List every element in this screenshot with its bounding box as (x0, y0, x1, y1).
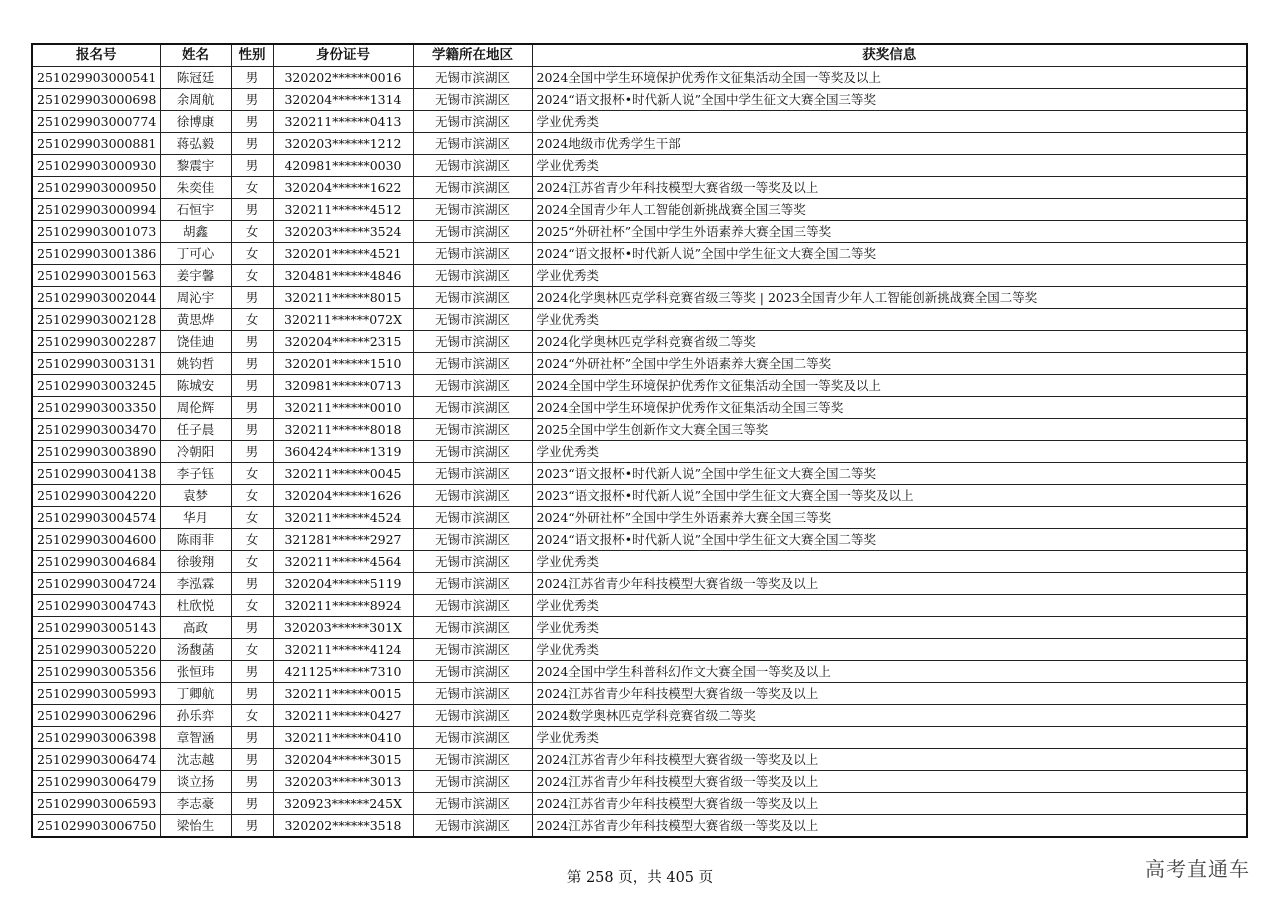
cell-id-card: 320211******0010 (273, 397, 413, 419)
table-row (32, 177, 1247, 199)
cell-region: 无锡市滨湖区 (413, 529, 532, 551)
cell-registration-no: 251029903006296 (32, 705, 160, 727)
cell-gender: 男 (231, 353, 273, 375)
cell-award-info: 2025全国中学生创新作文大赛全国三等奖 (532, 419, 1247, 441)
award-list-table (31, 43, 1248, 838)
cell-id-card: 320204******2315 (273, 331, 413, 353)
cell-name: 谈立扬 (160, 771, 231, 793)
cell-registration-no: 251029903005356 (32, 661, 160, 683)
cell-gender: 女 (231, 507, 273, 529)
table-row (32, 815, 1247, 838)
cell-region: 无锡市滨湖区 (413, 419, 532, 441)
cell-award-info: 2024化学奥林匹克学科竞赛省级三等奖 | 2023全国青少年人工智能创新挑战赛全国二等奖 (532, 287, 1247, 309)
cell-region: 无锡市滨湖区 (413, 177, 532, 199)
table-row (32, 199, 1247, 221)
cell-name: 徐博康 (160, 111, 231, 133)
cell-gender: 男 (231, 155, 273, 177)
cell-id-card: 320204******3015 (273, 749, 413, 771)
cell-gender: 男 (231, 89, 273, 111)
cell-award-info: 2024江苏省青少年科技模型大赛省级一等奖及以上 (532, 793, 1247, 815)
cell-id-card: 321281******2927 (273, 529, 413, 551)
cell-region: 无锡市滨湖区 (413, 485, 532, 507)
cell-award-info: 学业优秀类 (532, 595, 1247, 617)
cell-id-card: 320211******8924 (273, 595, 413, 617)
cell-name: 胡鑫 (160, 221, 231, 243)
cell-registration-no: 251029903003131 (32, 353, 160, 375)
cell-award-info: 学业优秀类 (532, 155, 1247, 177)
cell-name: 杜欣悦 (160, 595, 231, 617)
cell-id-card: 421125******7310 (273, 661, 413, 683)
cell-gender: 男 (231, 67, 273, 89)
cell-id-card: 320203******3013 (273, 771, 413, 793)
cell-name: 高政 (160, 617, 231, 639)
cell-name: 陈雨菲 (160, 529, 231, 551)
cell-name: 李泓霖 (160, 573, 231, 595)
cell-registration-no: 251029903004724 (32, 573, 160, 595)
cell-id-card: 320481******4846 (273, 265, 413, 287)
cell-award-info: 2024数学奥林匹克学科竞赛省级二等奖 (532, 705, 1247, 727)
cell-region: 无锡市滨湖区 (413, 705, 532, 727)
cell-registration-no: 251029903001563 (32, 265, 160, 287)
cell-award-info: 2024“外研社杯”全国中学生外语素养大赛全国二等奖 (532, 353, 1247, 375)
cell-award-info: 学业优秀类 (532, 617, 1247, 639)
cell-gender: 男 (231, 331, 273, 353)
cell-registration-no: 251029903000881 (32, 133, 160, 155)
cell-id-card: 320211******0015 (273, 683, 413, 705)
cell-region: 无锡市滨湖区 (413, 793, 532, 815)
table-row (32, 485, 1247, 507)
cell-registration-no: 251029903004138 (32, 463, 160, 485)
cell-id-card: 320202******3518 (273, 815, 413, 838)
cell-award-info: 2024江苏省青少年科技模型大赛省级一等奖及以上 (532, 573, 1247, 595)
cell-registration-no: 251029903006474 (32, 749, 160, 771)
cell-gender: 男 (231, 199, 273, 221)
cell-region: 无锡市滨湖区 (413, 727, 532, 749)
table-row (32, 221, 1247, 243)
cell-gender: 男 (231, 683, 273, 705)
cell-region: 无锡市滨湖区 (413, 639, 532, 661)
cell-award-info: 2024“语文报杯•时代新人说”全国中学生征文大赛全国二等奖 (532, 243, 1247, 265)
table-row (32, 265, 1247, 287)
cell-gender: 男 (231, 727, 273, 749)
header-id-card: 身份证号 (273, 44, 413, 67)
table-row (32, 639, 1247, 661)
cell-name: 姚钧哲 (160, 353, 231, 375)
cell-name: 徐骏翔 (160, 551, 231, 573)
cell-registration-no: 251029903003350 (32, 397, 160, 419)
cell-gender: 女 (231, 265, 273, 287)
cell-region: 无锡市滨湖区 (413, 661, 532, 683)
cell-region: 无锡市滨湖区 (413, 309, 532, 331)
cell-region: 无锡市滨湖区 (413, 683, 532, 705)
cell-region: 无锡市滨湖区 (413, 265, 532, 287)
cell-registration-no: 251029903003470 (32, 419, 160, 441)
cell-region: 无锡市滨湖区 (413, 595, 532, 617)
cell-name: 孙乐弈 (160, 705, 231, 727)
cell-id-card: 320202******0016 (273, 67, 413, 89)
cell-name: 李志豪 (160, 793, 231, 815)
cell-name: 汤馥菡 (160, 639, 231, 661)
cell-registration-no: 251029903004600 (32, 529, 160, 551)
cell-award-info: 学业优秀类 (532, 265, 1247, 287)
table-row (32, 287, 1247, 309)
cell-id-card: 320201******4521 (273, 243, 413, 265)
cell-award-info: 2024全国中学生科普科幻作文大赛全国一等奖及以上 (532, 661, 1247, 683)
cell-registration-no: 251029903000774 (32, 111, 160, 133)
table-row (32, 67, 1247, 89)
cell-region: 无锡市滨湖区 (413, 573, 532, 595)
cell-name: 石恒宇 (160, 199, 231, 221)
cell-id-card: 320204******5119 (273, 573, 413, 595)
cell-id-card: 320203******1212 (273, 133, 413, 155)
cell-award-info: 学业优秀类 (532, 441, 1247, 463)
cell-name: 朱奕佳 (160, 177, 231, 199)
cell-region: 无锡市滨湖区 (413, 331, 532, 353)
cell-gender: 女 (231, 551, 273, 573)
cell-registration-no: 251029903000930 (32, 155, 160, 177)
table-row (32, 617, 1247, 639)
cell-gender: 男 (231, 133, 273, 155)
table-row (32, 573, 1247, 595)
table-row (32, 507, 1247, 529)
cell-gender: 女 (231, 705, 273, 727)
cell-registration-no: 251029903000950 (32, 177, 160, 199)
table-row (32, 771, 1247, 793)
cell-registration-no: 251029903004220 (32, 485, 160, 507)
cell-id-card: 320203******3524 (273, 221, 413, 243)
cell-registration-no: 251029903000698 (32, 89, 160, 111)
cell-id-card: 320211******4124 (273, 639, 413, 661)
cell-region: 无锡市滨湖区 (413, 463, 532, 485)
cell-gender: 女 (231, 639, 273, 661)
cell-registration-no: 251029903003890 (32, 441, 160, 463)
table-row (32, 683, 1247, 705)
cell-id-card: 420981******0030 (273, 155, 413, 177)
cell-name: 余周航 (160, 89, 231, 111)
table-row (32, 155, 1247, 177)
cell-award-info: 2024“语文报杯•时代新人说”全国中学生征文大赛全国三等奖 (532, 89, 1247, 111)
cell-award-info: 2024江苏省青少年科技模型大赛省级一等奖及以上 (532, 177, 1247, 199)
cell-name: 蒋弘毅 (160, 133, 231, 155)
cell-award-info: 2024全国青少年人工智能创新挑战赛全国三等奖 (532, 199, 1247, 221)
cell-award-info: 2024全国中学生环境保护优秀作文征集活动全国一等奖及以上 (532, 67, 1247, 89)
cell-id-card: 320211******8018 (273, 419, 413, 441)
cell-name: 陈冠廷 (160, 67, 231, 89)
table-row (32, 705, 1247, 727)
cell-registration-no: 251029903005993 (32, 683, 160, 705)
table-row (32, 353, 1247, 375)
cell-gender: 男 (231, 375, 273, 397)
table-row (32, 793, 1247, 815)
cell-region: 无锡市滨湖区 (413, 199, 532, 221)
table-row (32, 133, 1247, 155)
table-row (32, 89, 1247, 111)
cell-region: 无锡市滨湖区 (413, 749, 532, 771)
table-row (32, 749, 1247, 771)
cell-registration-no: 251029903003245 (32, 375, 160, 397)
cell-id-card: 320203******301X (273, 617, 413, 639)
cell-name: 章智涵 (160, 727, 231, 749)
cell-name: 黎震宇 (160, 155, 231, 177)
cell-award-info: 2025“外研社杯”全国中学生外语素养大赛全国三等奖 (532, 221, 1247, 243)
cell-gender: 男 (231, 815, 273, 838)
header-registration-no: 报名号 (32, 44, 160, 67)
cell-id-card: 320211******0410 (273, 727, 413, 749)
cell-name: 丁可心 (160, 243, 231, 265)
cell-name: 周沁宇 (160, 287, 231, 309)
cell-registration-no: 251029903006593 (32, 793, 160, 815)
cell-registration-no: 251029903001073 (32, 221, 160, 243)
cell-region: 无锡市滨湖区 (413, 507, 532, 529)
cell-award-info: 2023“语文报杯•时代新人说”全国中学生征文大赛全国一等奖及以上 (532, 485, 1247, 507)
cell-gender: 女 (231, 221, 273, 243)
cell-id-card: 320201******1510 (273, 353, 413, 375)
header-region: 学籍所在地区 (413, 44, 532, 67)
cell-id-card: 320923******245X (273, 793, 413, 815)
cell-name: 梁怡生 (160, 815, 231, 838)
cell-gender: 男 (231, 617, 273, 639)
cell-gender: 男 (231, 573, 273, 595)
table-row (32, 243, 1247, 265)
page-number: 第 258 页，共 405 页 (566, 870, 714, 886)
cell-name: 任子晨 (160, 419, 231, 441)
cell-gender: 女 (231, 485, 273, 507)
cell-region: 无锡市滨湖区 (413, 771, 532, 793)
cell-award-info: 2024全国中学生环境保护优秀作文征集活动全国一等奖及以上 (532, 375, 1247, 397)
table-row (32, 309, 1247, 331)
cell-registration-no: 251029903004684 (32, 551, 160, 573)
cell-award-info: 学业优秀类 (532, 111, 1247, 133)
cell-gender: 男 (231, 397, 273, 419)
table-row (32, 419, 1247, 441)
cell-id-card: 320211******4564 (273, 551, 413, 573)
cell-registration-no: 251029903004743 (32, 595, 160, 617)
cell-region: 无锡市滨湖区 (413, 133, 532, 155)
cell-award-info: 学业优秀类 (532, 551, 1247, 573)
cell-region: 无锡市滨湖区 (413, 67, 532, 89)
table-row (32, 441, 1247, 463)
cell-award-info: 2024化学奥林匹克学科竞赛省级二等奖 (532, 331, 1247, 353)
table-row (32, 331, 1247, 353)
cell-region: 无锡市滨湖区 (413, 441, 532, 463)
cell-award-info: 学业优秀类 (532, 639, 1247, 661)
cell-award-info: 学业优秀类 (532, 727, 1247, 749)
cell-gender: 男 (231, 661, 273, 683)
cell-name: 饶佳迪 (160, 331, 231, 353)
header-gender: 性别 (231, 44, 273, 67)
cell-name: 姜宇馨 (160, 265, 231, 287)
cell-award-info: 2024地级市优秀学生干部 (532, 133, 1247, 155)
cell-award-info: 2024全国中学生环境保护优秀作文征集活动全国三等奖 (532, 397, 1247, 419)
cell-registration-no: 251029903006750 (32, 815, 160, 838)
cell-region: 无锡市滨湖区 (413, 551, 532, 573)
cell-region: 无锡市滨湖区 (413, 397, 532, 419)
table-row (32, 551, 1247, 573)
cell-registration-no: 251029903002287 (32, 331, 160, 353)
cell-id-card: 320211******0045 (273, 463, 413, 485)
watermark: 高考直通车 (1145, 857, 1250, 881)
cell-region: 无锡市滨湖区 (413, 375, 532, 397)
cell-region: 无锡市滨湖区 (413, 243, 532, 265)
cell-region: 无锡市滨湖区 (413, 221, 532, 243)
cell-registration-no: 251029903005220 (32, 639, 160, 661)
cell-gender: 男 (231, 749, 273, 771)
cell-award-info: 2024江苏省青少年科技模型大赛省级一等奖及以上 (532, 683, 1247, 705)
cell-award-info: 2024江苏省青少年科技模型大赛省级一等奖及以上 (532, 771, 1247, 793)
cell-id-card: 360424******1319 (273, 441, 413, 463)
cell-award-info: 2024“外研社杯”全国中学生外语素养大赛全国三等奖 (532, 507, 1247, 529)
cell-gender: 男 (231, 793, 273, 815)
cell-gender: 女 (231, 595, 273, 617)
cell-id-card: 320204******1314 (273, 89, 413, 111)
table-row (32, 529, 1247, 551)
cell-region: 无锡市滨湖区 (413, 287, 532, 309)
cell-registration-no: 251029903000994 (32, 199, 160, 221)
cell-region: 无锡市滨湖区 (413, 111, 532, 133)
cell-name: 华月 (160, 507, 231, 529)
cell-gender: 男 (231, 771, 273, 793)
cell-name: 袁梦 (160, 485, 231, 507)
cell-region: 无锡市滨湖区 (413, 89, 532, 111)
cell-region: 无锡市滨湖区 (413, 815, 532, 838)
cell-region: 无锡市滨湖区 (413, 617, 532, 639)
header-award-info: 获奖信息 (532, 44, 1247, 67)
cell-registration-no: 251029903002128 (32, 309, 160, 331)
cell-id-card: 320211******8015 (273, 287, 413, 309)
table-body (32, 67, 1247, 838)
cell-gender: 男 (231, 287, 273, 309)
cell-id-card: 320981******0713 (273, 375, 413, 397)
cell-name: 陈城安 (160, 375, 231, 397)
table-header-row (32, 44, 1247, 67)
table-row (32, 463, 1247, 485)
cell-registration-no: 251029903001386 (32, 243, 160, 265)
cell-award-info: 2024江苏省青少年科技模型大赛省级一等奖及以上 (532, 815, 1247, 838)
cell-name: 李子钰 (160, 463, 231, 485)
cell-award-info: 2024江苏省青少年科技模型大赛省级一等奖及以上 (532, 749, 1247, 771)
cell-id-card: 320211******4524 (273, 507, 413, 529)
table-row (32, 727, 1247, 749)
cell-registration-no: 251029903000541 (32, 67, 160, 89)
cell-region: 无锡市滨湖区 (413, 353, 532, 375)
table-row (32, 375, 1247, 397)
cell-name: 沈志越 (160, 749, 231, 771)
cell-id-card: 320204******1626 (273, 485, 413, 507)
header-name: 姓名 (160, 44, 231, 67)
cell-gender: 女 (231, 463, 273, 485)
cell-gender: 女 (231, 177, 273, 199)
table-row (32, 111, 1247, 133)
cell-gender: 男 (231, 111, 273, 133)
cell-registration-no: 251029903006479 (32, 771, 160, 793)
cell-gender: 女 (231, 243, 273, 265)
cell-name: 周伦辉 (160, 397, 231, 419)
cell-id-card: 320211******4512 (273, 199, 413, 221)
cell-registration-no: 251029903002044 (32, 287, 160, 309)
cell-gender: 女 (231, 309, 273, 331)
cell-award-info: 2023“语文报杯•时代新人说”全国中学生征文大赛全国二等奖 (532, 463, 1247, 485)
cell-registration-no: 251029903006398 (32, 727, 160, 749)
cell-award-info: 学业优秀类 (532, 309, 1247, 331)
cell-id-card: 320211******072X (273, 309, 413, 331)
cell-name: 黄思烨 (160, 309, 231, 331)
cell-gender: 女 (231, 529, 273, 551)
cell-id-card: 320204******1622 (273, 177, 413, 199)
cell-award-info: 2024“语文报杯•时代新人说”全国中学生征文大赛全国二等奖 (532, 529, 1247, 551)
cell-registration-no: 251029903004574 (32, 507, 160, 529)
cell-id-card: 320211******0413 (273, 111, 413, 133)
cell-name: 张恒玮 (160, 661, 231, 683)
cell-gender: 男 (231, 419, 273, 441)
cell-region: 无锡市滨湖区 (413, 155, 532, 177)
cell-id-card: 320211******0427 (273, 705, 413, 727)
cell-name: 丁卿航 (160, 683, 231, 705)
cell-registration-no: 251029903005143 (32, 617, 160, 639)
table-row (32, 397, 1247, 419)
table-row (32, 595, 1247, 617)
cell-name: 冷朝阳 (160, 441, 231, 463)
table-row (32, 661, 1247, 683)
cell-gender: 男 (231, 441, 273, 463)
